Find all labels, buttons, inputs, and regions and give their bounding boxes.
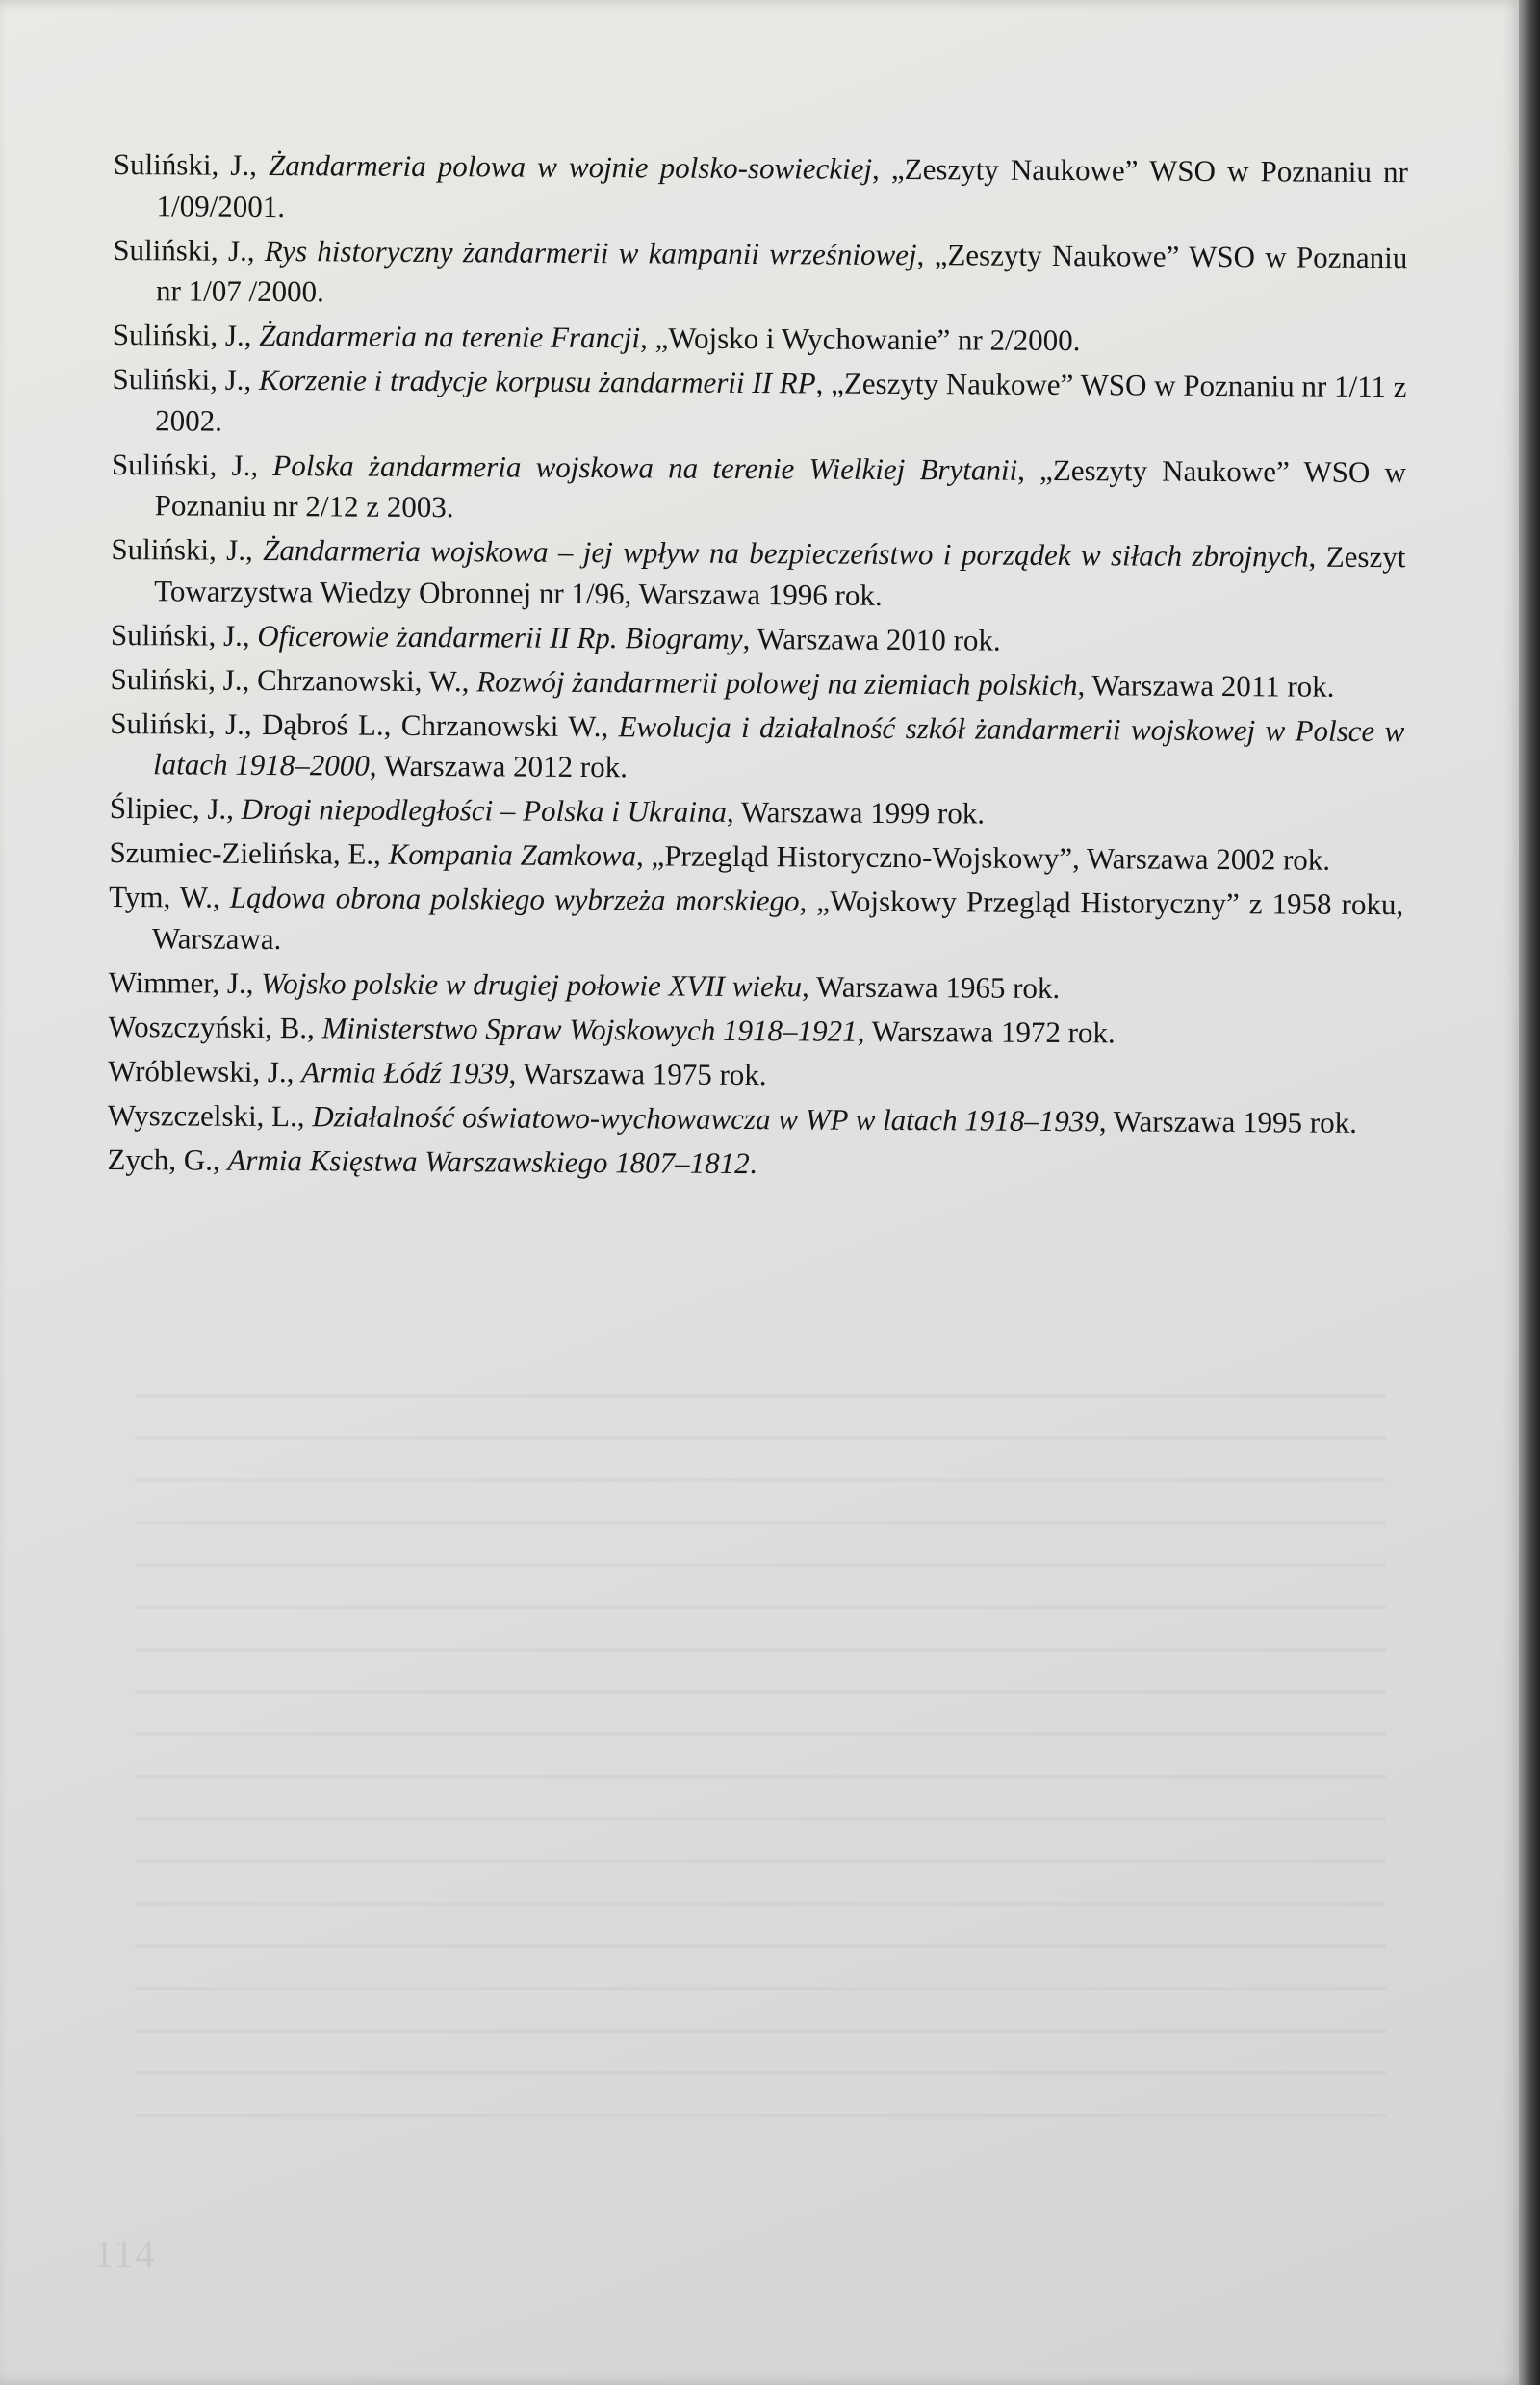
entry-details: , „Przegląd Historyczno-Wojskowy”, Warszawa 2002 rok. [636, 838, 1331, 877]
entry-title: Rozwój żandarmerii polowej na ziemiach polskich [476, 663, 1078, 702]
bibliography-list [107, 144, 1408, 1192]
entry-author: Woszczyński, B., [108, 1009, 322, 1044]
entry-details: , „Wojskowy Przegląd Historyczny” z 1958 roku, Warszawa. [151, 884, 1404, 956]
entry-author: Suliński, J., [110, 617, 258, 653]
entry-title: Działalność oświatowo-wychowawcza w WP w latach 1918–1939 [312, 1098, 1099, 1138]
entry-details: , Warszawa 1995 rok. [1098, 1103, 1358, 1140]
entry-title: Armia Łódź 1939 [301, 1054, 509, 1090]
entry-details: , Warszawa 1999 rok. [726, 794, 986, 831]
bibliography-entry [111, 614, 1405, 663]
bibliography-entry [110, 703, 1404, 792]
entry-details: , Warszawa 2012 rok. [369, 748, 629, 784]
entry-details: , „Zeszyty Naukowe” WSO w Poznaniu nr 2/12 z 2003. [154, 452, 1407, 525]
bibliography-entry [111, 529, 1405, 619]
entry-details: . [749, 1145, 757, 1180]
entry-title: Lądowa obrona polskiego wybrzeża morskiego [229, 880, 800, 918]
entry-author: Suliński, J., [112, 361, 260, 397]
entry-author: Suliński, J., [112, 317, 260, 352]
entry-details: , Warszawa 1965 rok. [802, 968, 1061, 1005]
bibliography-entry [113, 229, 1407, 319]
entry-details: , Warszawa 1975 rok. [508, 1056, 767, 1091]
entry-title: Wojsko polskie w drugiej połowie XVII wieku [261, 965, 803, 1003]
entry-title: Żandarmeria na terenie Francji [259, 318, 641, 355]
bibliography-entry [109, 962, 1403, 1011]
entry-details: , Warszawa 2010 rok. [742, 621, 1001, 657]
bibliography-entry [113, 144, 1407, 234]
entry-author: Wimmer, J., [108, 964, 262, 1000]
bibliography-entry [112, 444, 1406, 533]
bibliography-entry [110, 788, 1404, 837]
entry-title: Korzenie i tradycje korpusu żandarmerii II RP [258, 362, 816, 400]
bibliography-entry [109, 877, 1403, 966]
entry-title: Drogi niepodległości – Polska i Ukraina [241, 791, 728, 829]
entry-details: , Zeszyt Towarzystwa Wiedzy Obronnej nr 1/96, Warszawa 1996 rok. [154, 539, 1406, 612]
entry-author: Suliński, J., Chrzanowski, W., [110, 661, 477, 698]
page-edge-shadow [1519, 0, 1540, 2385]
bibliography-entry [108, 1050, 1402, 1099]
entry-details: , Warszawa 1972 rok. [857, 1013, 1116, 1049]
bibliography-entry [108, 1006, 1402, 1055]
entry-details: , „Wojsko i Wychowanie” nr 2/2000. [639, 321, 1081, 358]
entry-author: Suliński, J., [111, 447, 273, 482]
entry-title: Oficerowie żandarmerii II Rp. Biogramy [257, 618, 743, 655]
entry-author: Suliński, J., [111, 531, 264, 567]
entry-title: Żandarmeria polowa w wojnie polsko-sowieckiej [268, 147, 873, 186]
bibliography-entry [112, 359, 1406, 449]
entry-title: Polska żandarmeria wojskowa na terenie Wielkiej Brytanii [272, 448, 1018, 487]
page-number: 114 [94, 2232, 157, 2275]
entry-author: Zych, G., [107, 1141, 228, 1177]
entry-author: Suliński, J., [113, 232, 265, 268]
entry-details: , „Zeszyty Naukowe” WSO w Poznaniu nr 1/07 /2000. [155, 237, 1408, 309]
entry-author: Wyszczelski, L., [107, 1097, 313, 1133]
entry-author: Suliński, J., [113, 146, 270, 182]
bleed-through-texture [135, 1367, 1386, 2156]
entry-title: Armia Księstwa Warszawskiego 1807–1812 [227, 1142, 750, 1180]
entry-title: Kompania Zamkowa [388, 836, 637, 873]
bibliography-entry [113, 315, 1407, 364]
entry-author: Szumiec-Zielińska, E., [109, 834, 389, 871]
entry-author: Tym, W., [109, 879, 230, 914]
entry-title: Ewolucja i działalność szkół żandarmerii wojskowej w Polsce w latach 1918–2000 [152, 708, 1405, 782]
entry-details: , „Zeszyty Naukowe” WSO w Poznaniu nr 1/11 z 2002. [155, 366, 1407, 438]
entry-title: Ministerstwo Spraw Wojskowych 1918–1921 [321, 1010, 858, 1048]
entry-author: Suliński, J., Dąbroś L., Chrzanowski W., [110, 705, 619, 743]
entry-title: Żandarmeria wojskowa – jej wpływ na bezpieczeństwo i porządek w siłach zbrojnych [263, 532, 1309, 574]
bibliography-entry [108, 1094, 1402, 1143]
entry-details: , „Zeszyty Naukowe” WSO w Poznaniu nr 1/09/2001. [156, 151, 1408, 223]
bibliography-entry [109, 833, 1403, 882]
bibliography-entry [107, 1139, 1401, 1188]
entry-author: Wróblewski, J., [108, 1053, 302, 1089]
entry-author: Ślipiec, J., [109, 790, 242, 826]
entry-title: Rys historyczny żandarmerii w kampanii wrześniowej [264, 233, 917, 271]
entry-details: , Warszawa 2011 rok. [1077, 667, 1335, 704]
bibliography-entry [110, 658, 1404, 707]
